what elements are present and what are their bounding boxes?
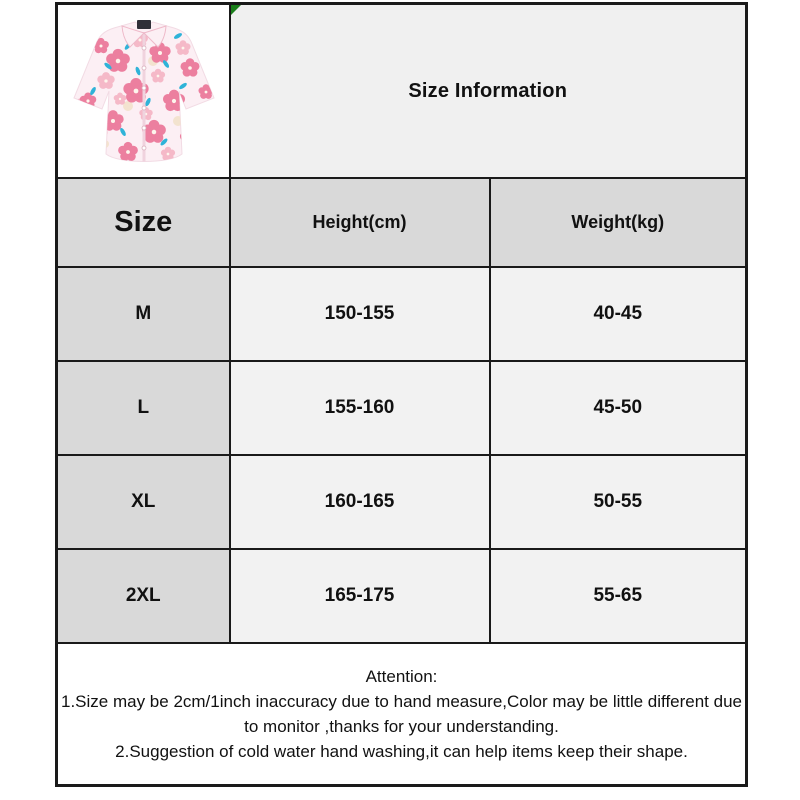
size-information-title-cell bbox=[230, 4, 747, 179]
page-title: Size Information bbox=[408, 79, 568, 102]
attention-note-2: 2.Suggestion of cold water hand washing,it can help items keep their shape. bbox=[115, 742, 688, 761]
weight-value: 45-50 bbox=[490, 361, 747, 455]
column-header-size: Size bbox=[57, 178, 230, 267]
table-row bbox=[57, 361, 747, 455]
size-table bbox=[55, 2, 748, 787]
pink-floral-shirt-image bbox=[58, 6, 230, 176]
height-value: 160-165 bbox=[230, 455, 490, 549]
attention-note-1: 1.Size may be 2cm/1inch inaccuracy due to hand measure,Color may be little different due to monitor ,thanks for your understanding. bbox=[61, 692, 742, 736]
top-row bbox=[57, 4, 747, 179]
height-value: 150-155 bbox=[230, 267, 490, 361]
cell-corner-marker bbox=[231, 5, 241, 15]
product-photo-cell bbox=[57, 4, 230, 179]
size-label: M bbox=[57, 267, 230, 361]
table-row bbox=[57, 549, 747, 643]
weight-value: 55-65 bbox=[490, 549, 747, 643]
table-row bbox=[57, 455, 747, 549]
attention-row bbox=[57, 643, 747, 786]
size-label: XL bbox=[57, 455, 230, 549]
table-header-row bbox=[57, 178, 747, 267]
height-value: 155-160 bbox=[230, 361, 490, 455]
attention-notes bbox=[57, 643, 747, 786]
height-value: 165-175 bbox=[230, 549, 490, 643]
column-header-height: Height(cm) bbox=[230, 178, 490, 267]
table-row bbox=[57, 267, 747, 361]
weight-value: 40-45 bbox=[490, 267, 747, 361]
column-header-weight: Weight(kg) bbox=[490, 178, 747, 267]
size-label: 2XL bbox=[57, 549, 230, 643]
weight-value: 50-55 bbox=[490, 455, 747, 549]
size-label: L bbox=[57, 361, 230, 455]
attention-label: Attention: bbox=[365, 667, 438, 686]
